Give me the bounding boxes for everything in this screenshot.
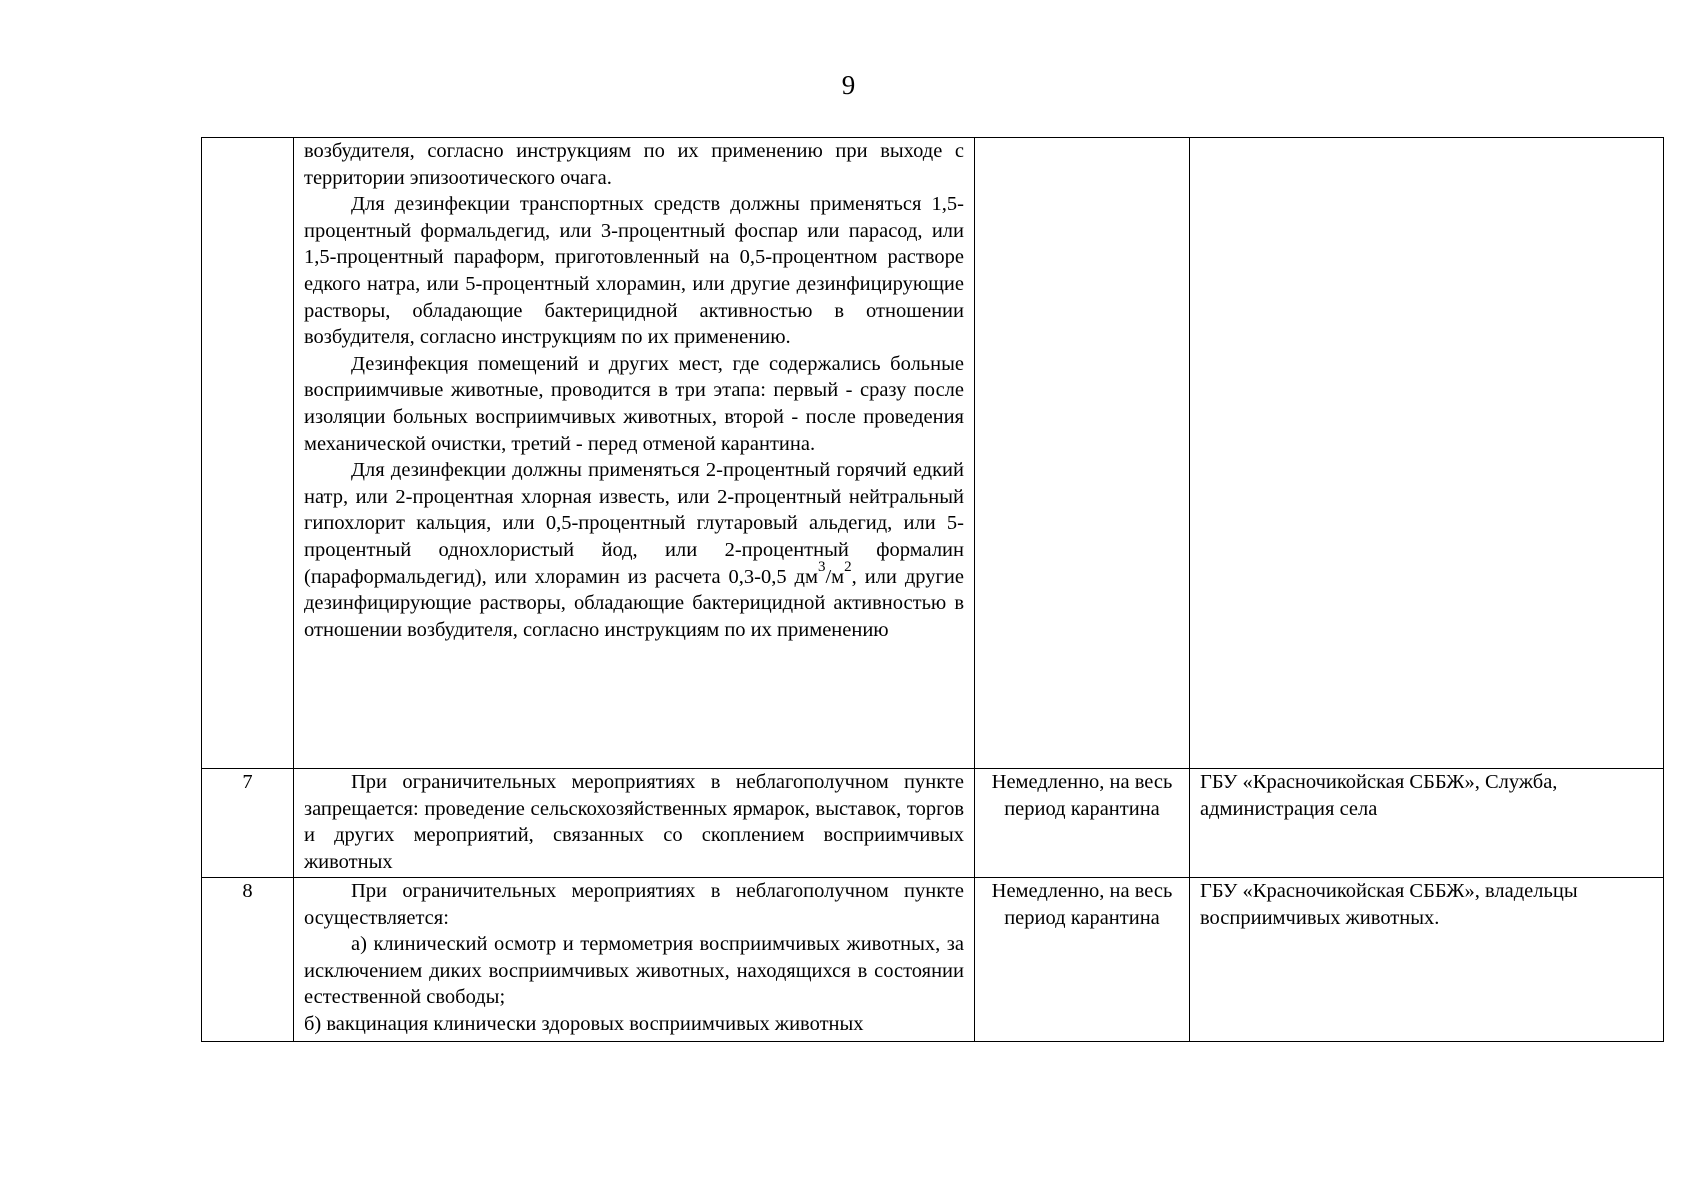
- superscript: 2: [844, 558, 852, 575]
- measure-paragraph: а) клинический осмотр и термометрия восприимчивых животных, за исключением диких восприимчивых животных, находящихся в состоянии естественной свободы;: [304, 933, 964, 1009]
- measure-text: /м: [825, 565, 845, 588]
- measure-paragraph: б) вакцинация клинически здоровых восприимчивых животных: [304, 1012, 864, 1035]
- measures-table: [201, 137, 1664, 1042]
- table-row: [202, 769, 1664, 878]
- row-number-cell: 8: [202, 878, 294, 1042]
- term-cell: [975, 138, 1190, 769]
- measure-paragraph: [304, 457, 964, 643]
- measure-paragraph: возбудителя, согласно инструкциям по их применению при выходе с территории эпизоотического очага.: [304, 140, 964, 189]
- table-row: [202, 878, 1664, 1042]
- row-number-cell: [202, 138, 294, 769]
- measure-paragraph: При ограничительных мероприятиях в неблагополучном пункте осуществляется:: [304, 880, 964, 929]
- responsible-cell: [1190, 138, 1664, 769]
- term-cell: Немедленно, на весь период карантина: [975, 878, 1190, 1042]
- page-number: 9: [841, 70, 856, 100]
- term-cell: Немедленно, на весь период карантина: [975, 769, 1190, 878]
- measure-cell: [294, 769, 975, 878]
- measure-text: Для дезинфекции должны применяться 2-процентный горячий едкий натр, или 2-процентная хлорная известь, или 2-процентный нейтральный гипохлорит кальция, или 0,5-процентный глутаровый альдегид, или 5-процентный однохлористый йод, или 2-процентный формалин (параформальдегид), или хлорамин из расчета 0,3-0,5 дм: [304, 459, 964, 588]
- measure-paragraph: При ограничительных мероприятиях в неблагополучном пункте запрещается: проведение сельскохозяйственных ярмарок, выставок, торгов и других мероприятий, связанных со скоплением восприимчивых животных: [304, 771, 964, 873]
- measure-cell: [294, 138, 975, 769]
- superscript: 3: [817, 558, 826, 575]
- measure-paragraph: Дезинфекция помещений и других мест, где содержались больные восприимчивые животные, проводится в три этапа: первый - сразу после изоляции больных восприимчивых животных, второй - после проведения механической очистки, третий - перед отменой карантина.: [304, 352, 964, 455]
- measure-cell: [294, 878, 975, 1042]
- measure-paragraph: Для дезинфекции транспортных средств должны применяться 1,5-процентный формальдегид, или 3-процентный фоспар или парасод, или 1,5-процентный параформ, приготовленный на 0,5-процентном растворе едкого натра, или 5-процентный хлорамин, или другие дезинфицирующие растворы, обладающие бактерицидной активностью в отношении возбудителя, согласно инструкциям по их применению.: [304, 193, 964, 349]
- responsible-cell: ГБУ «Красночикойская СББЖ», Служба, администрация села: [1190, 769, 1664, 878]
- measure-text: , или другие дезинфицирующие растворы, обладающие бактерицидной активностью в отношении возбудителя, согласно инструкциям по их применению: [304, 565, 965, 641]
- row-number-cell: 7: [202, 769, 294, 878]
- responsible-cell: ГБУ «Красночикойская СББЖ», владельцы восприимчивых животных.: [1190, 878, 1664, 1042]
- table-row: [202, 138, 1664, 769]
